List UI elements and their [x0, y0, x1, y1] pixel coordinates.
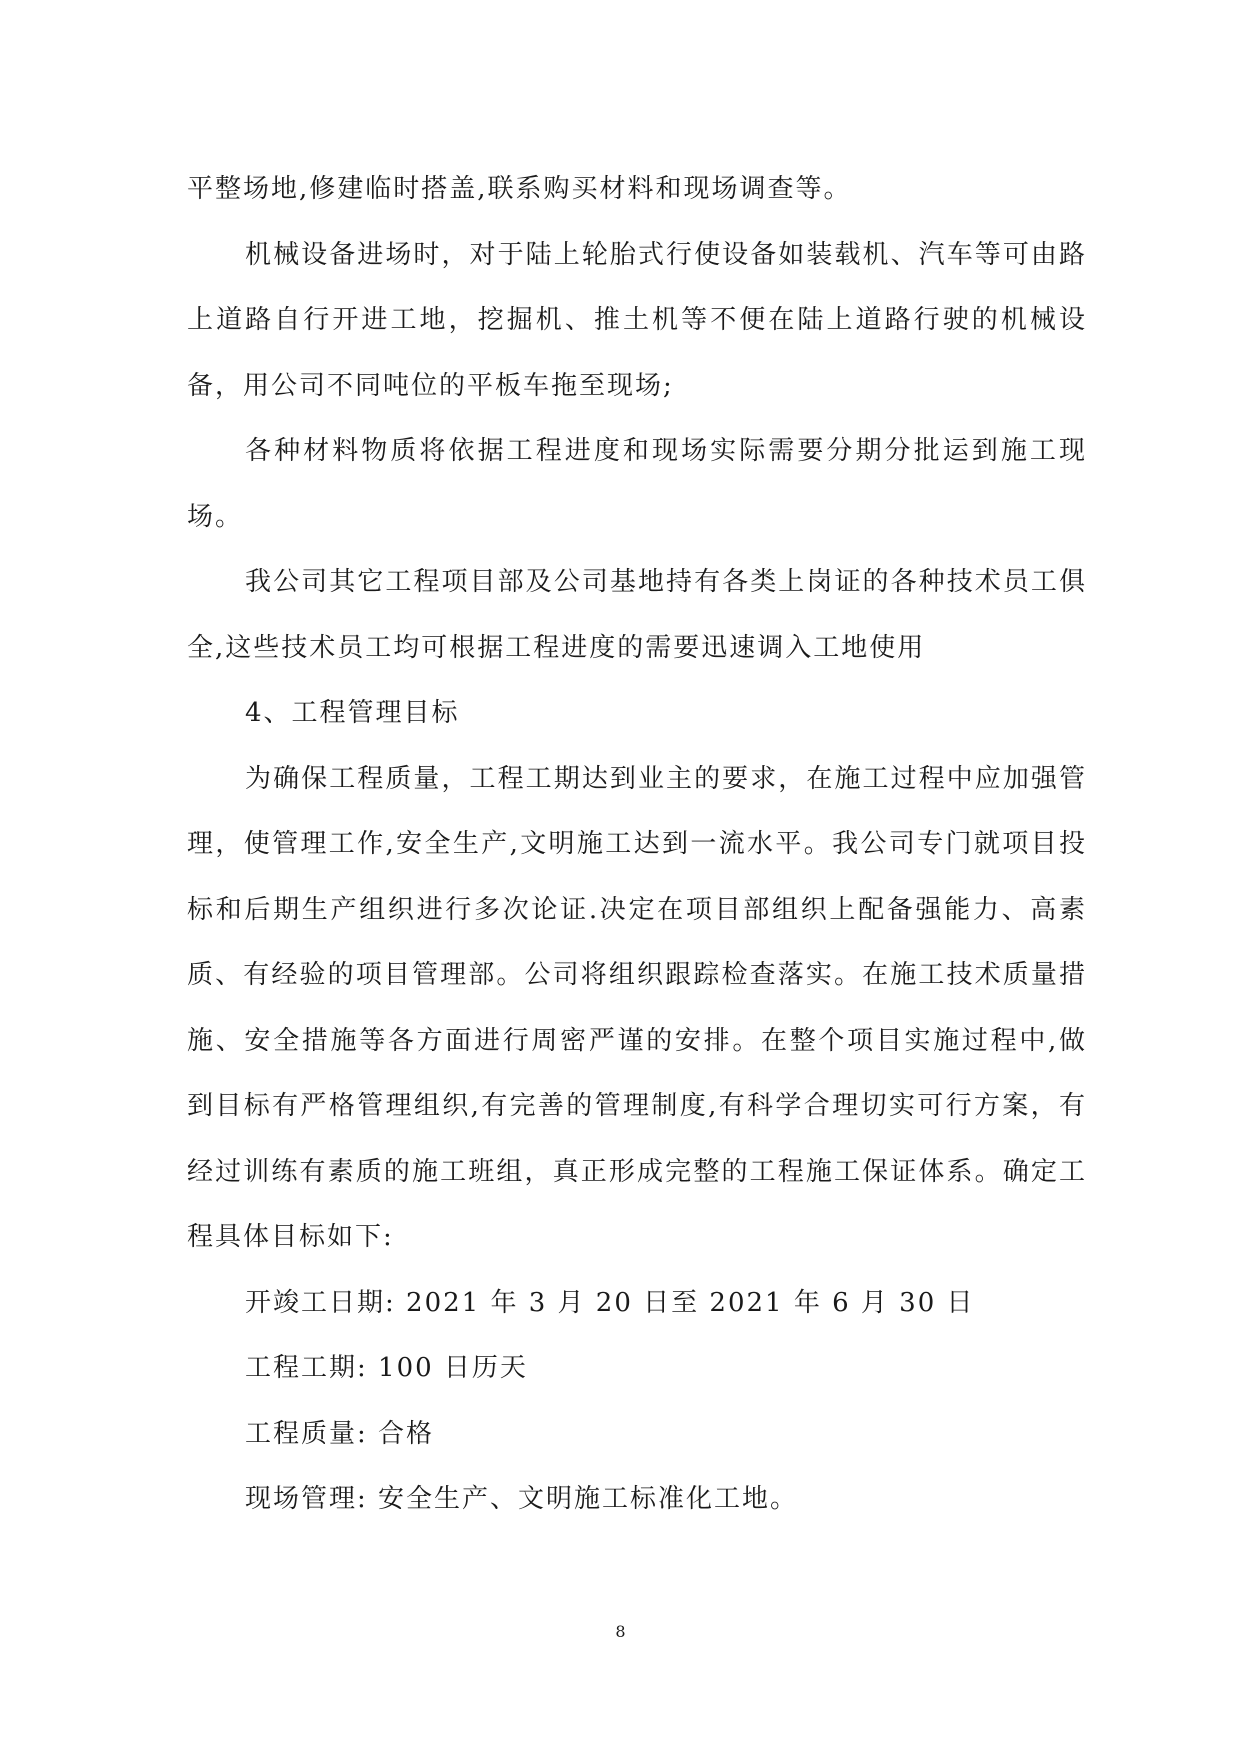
paragraph-technical-staff: 我公司其它工程项目部及公司基地持有各类上岗证的各种技术员工俱全,这些技术员工均可根据工程进度的需要迅速调入工地使用 [187, 567, 1087, 663]
target-schedule: 开竣工日期: 2021 年 3 月 20 日至 2021 年 6 月 30 日 [245, 1287, 975, 1318]
document-body [187, 157, 1087, 1533]
target-site-management: 现场管理: 安全生产、文明施工标准化工地。 [245, 1484, 799, 1514]
target-quality: 工程质量: 合格 [245, 1418, 435, 1449]
paragraph-machinery-entry: 机械设备进场时，对于陆上轮胎式行使设备如装载机、汽车等可由路上道路自行开进工地，挖掘机、推土机等不便在陆上道路行驶的机械设备，用公司不同吨位的平板车拖至现场; [187, 239, 1087, 401]
target-duration: 工程工期: 100 日历天 [245, 1353, 528, 1383]
paragraph-quality-assurance: 为确保工程质量，工程工期达到业主的要求，在施工过程中应加强管理，使管理工作,安全生产,文明施工达到一流水平。我公司专门就项目投标和后期生产组织进行多次论证.决定在项目部组织上配备强能力、高素质、有经验的项目管理部。公司将组织跟踪检查落实。在施工技术质量措施、安全措施等各方面进行周密严谨的安排。在整个项目实施过程中,做到目标有严格管理组织,有完善的管理制度,有科学合理切实可行方案，有经过训练有素质的施工班组，真正形成完整的工程施工保证体系。确定工程具体目标如下: [187, 763, 1087, 1252]
section-heading-management-goals: 4、工程管理目标 [245, 698, 460, 728]
paragraph-materials-delivery: 各种材料物质将依据工程进度和现场实际需要分期分批运到施工现场。 [187, 436, 1087, 532]
paragraph-site-preparation: 平整场地,修建临时搭盖,联系购买材料和现场调查等。 [187, 174, 852, 204]
page-number: 8 [615, 1622, 626, 1641]
